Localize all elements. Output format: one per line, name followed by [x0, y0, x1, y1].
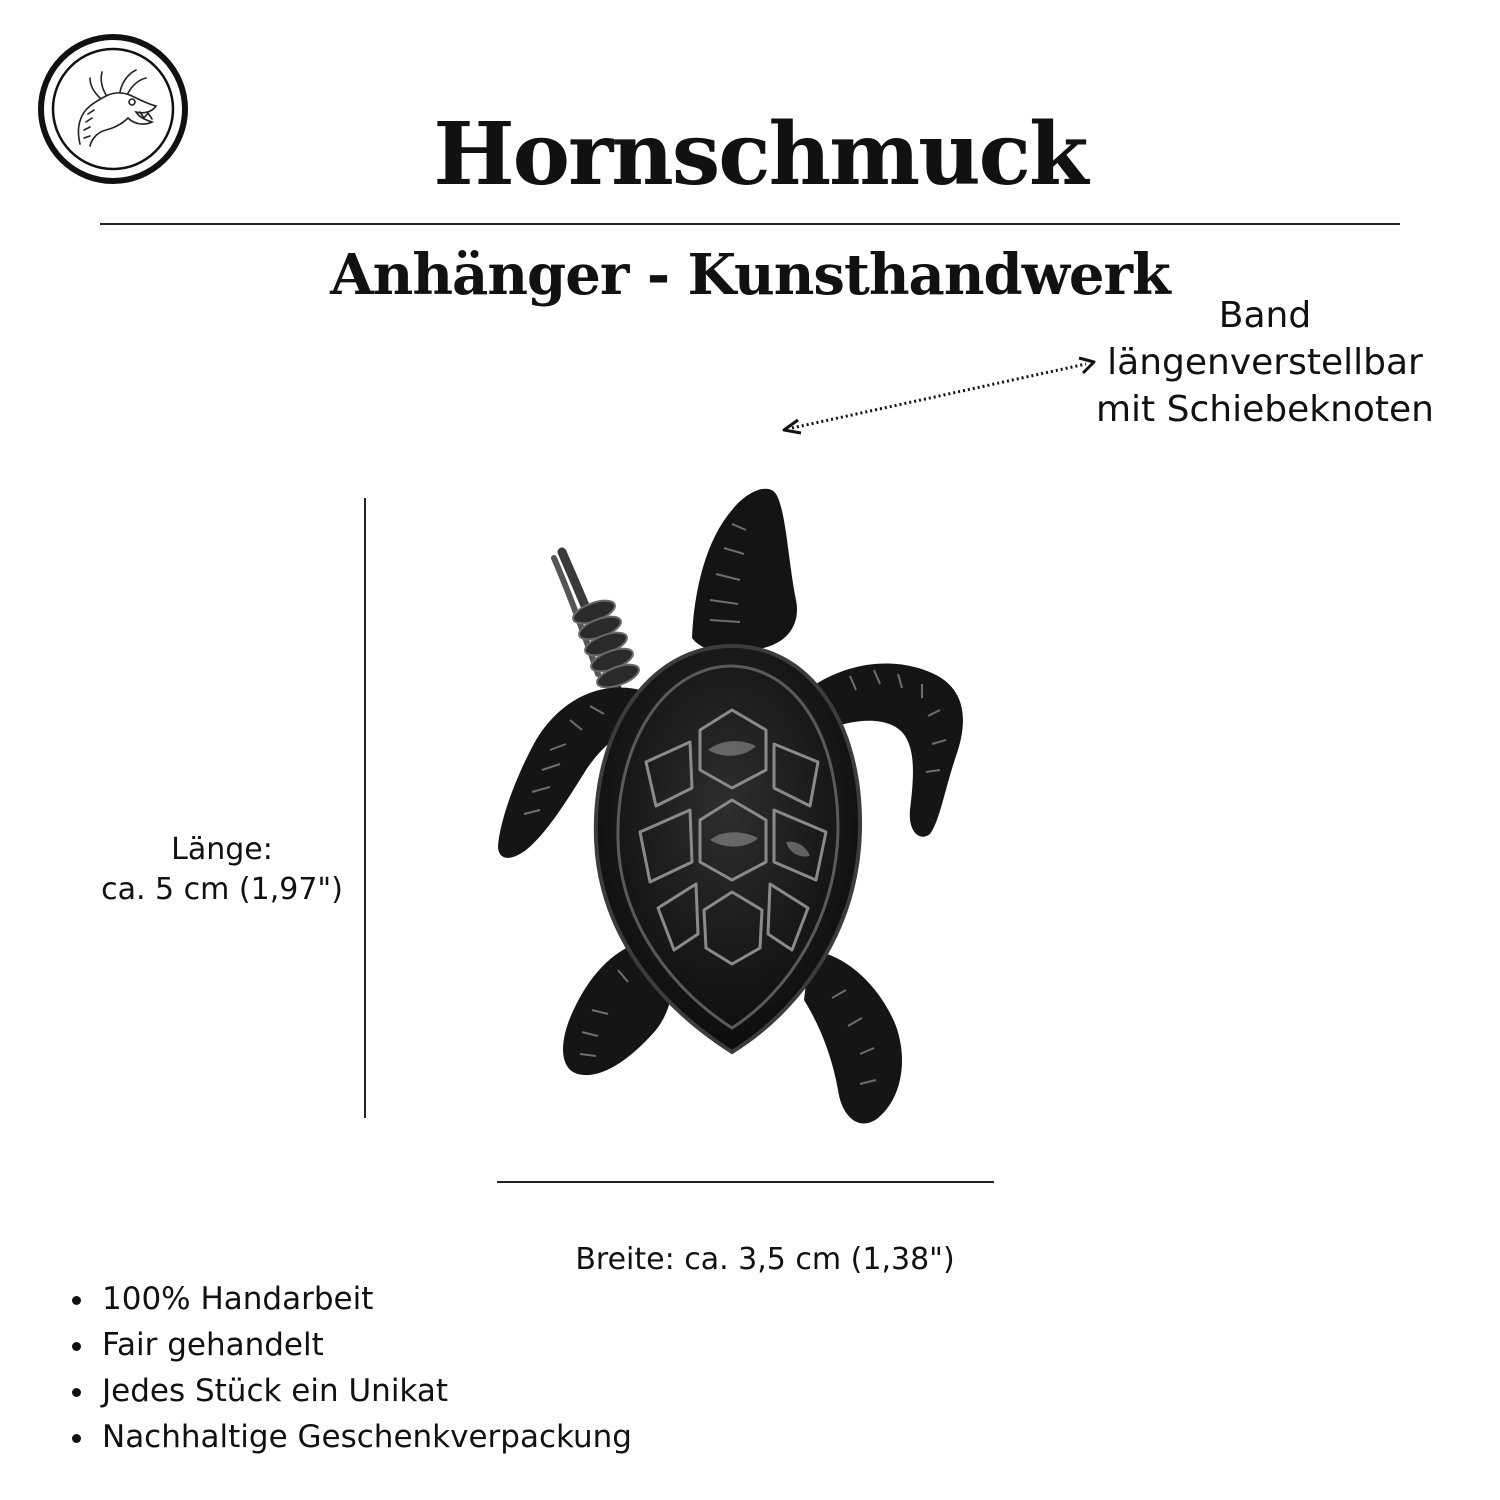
- feature-list: [60, 1276, 632, 1460]
- width-label: Breite: ca. 3,5 cm (1,38"): [575, 1242, 955, 1277]
- length-label-line: ca. 5 cm (1,97"): [101, 872, 343, 907]
- feature-item: Jedes Stück ein Unikat: [60, 1368, 632, 1414]
- band-annotation-line: längenverstellbar: [1107, 342, 1423, 383]
- band-annotation-line: Band: [1218, 295, 1312, 336]
- title-divider: [100, 223, 1400, 225]
- feature-item: Nachhaltige Geschenkverpackung: [60, 1414, 632, 1460]
- length-dimension-line: [364, 498, 366, 1118]
- width-dimension-line: [497, 1181, 994, 1183]
- feature-item: Fair gehandelt: [60, 1322, 632, 1368]
- page-title: Hornschmuck: [433, 104, 1087, 205]
- turtle-pendant-icon: [470, 470, 990, 1150]
- length-label: [95, 830, 349, 910]
- band-annotation: [1080, 292, 1450, 433]
- band-annotation-line: mit Schiebeknoten: [1095, 389, 1434, 430]
- length-label-line: Länge:: [171, 832, 273, 867]
- band-arrow: [770, 340, 1110, 440]
- feature-item: 100% Handarbeit: [60, 1276, 632, 1322]
- page-subtitle: Anhänger - Kunsthandwerk: [330, 242, 1170, 308]
